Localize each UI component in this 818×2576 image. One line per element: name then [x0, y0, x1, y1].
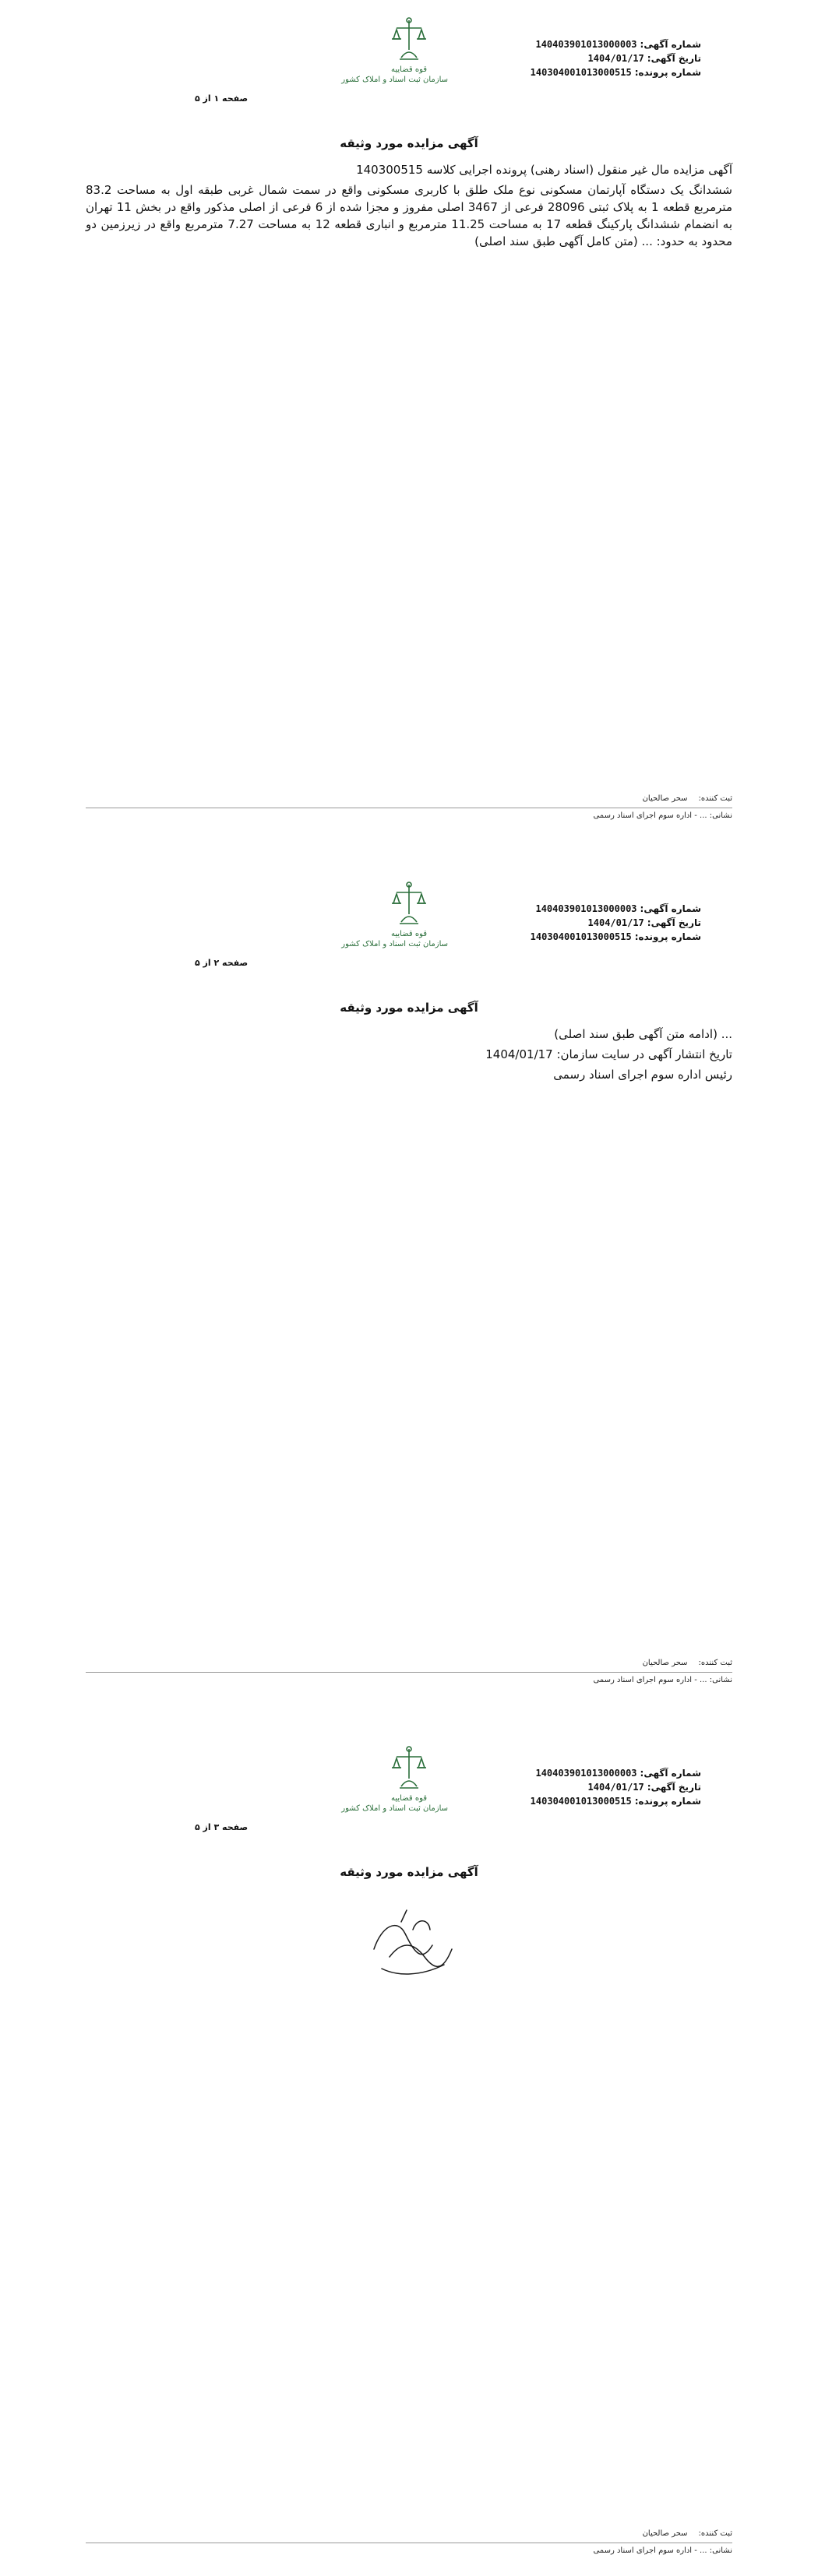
date-label: تاریخ آگهی: — [647, 917, 701, 928]
page-header — [86, 1729, 732, 1857]
registrar-name: سحر صالحیان — [642, 1659, 688, 1667]
registrar-name: سحر صالحیان — [642, 2529, 688, 2538]
document-page-3 — [0, 1729, 818, 2576]
emblem-caption: قوه قضاییه — [390, 65, 428, 74]
case-no: 140304001013000515 — [530, 931, 632, 942]
body-paragraph: ششدانگ یک دستگاه آپارتمان مسکونی نوع ملک طلق با کاربری مسکونی واقع در سمت شمال غربی طبقه اول به مساحت 83.2 مترمربع قطعه 1 به پلاک ثبتی 28096 فرعی از 3467 اصلی مفروز و مجزا شده از 6 فرعی از اصلی مذکور واقع در بخش 11 تهران به انضمام ششدانگ پارکینگ قطعه 17 به مساحت 11.25 مترمربع و انباری قطعه 12 به مساحت 7.27 مترمربع واقع در زیرزمین دو محدود به حدود: ... (متن کامل آگهی طبق سند اصلی) — [86, 183, 733, 248]
registrar-label: ثبت کننده: — [698, 1659, 732, 1667]
document-title: آگهی مزایده مورد وثیقه — [340, 1001, 478, 1015]
registrar-label: ثبت کننده: — [698, 2529, 732, 2538]
emblem-org: سازمان ثبت اسناد و املاک کشور — [341, 940, 448, 948]
emblem-caption: قوه قضاییه — [390, 930, 428, 938]
case-label: شماره پرونده: — [634, 67, 701, 78]
emblem-caption: قوه قضاییه — [390, 1794, 428, 1803]
notice-meta — [506, 37, 701, 79]
document-page-2 — [0, 864, 818, 1705]
notice-date: 1404/01/17 — [587, 1782, 644, 1793]
document-body — [86, 1026, 732, 1083]
judiciary-emblem — [341, 16, 448, 84]
page-header — [86, 0, 732, 128]
page-footer — [86, 794, 732, 841]
notice-no-label: شماره آگهی: — [640, 1768, 701, 1779]
notice-date: 1404/01/17 — [587, 53, 644, 64]
emblem-org: سازمان ثبت اسناد و املاک کشور — [341, 76, 448, 84]
document-body — [86, 161, 732, 250]
notice-no-label: شماره آگهی: — [640, 903, 701, 914]
case-label: شماره پرونده: — [634, 931, 701, 942]
notice-no-label: شماره آگهی: — [640, 39, 701, 50]
case-label: شماره پرونده: — [634, 1796, 701, 1807]
emblem-org: سازمان ثبت اسناد و املاک کشور — [341, 1804, 448, 1813]
footer-address: نشانی: ... - اداره سوم اجرای اسناد رسمی — [593, 1676, 732, 1684]
notice-meta — [506, 1766, 701, 1808]
document-title: آگهی مزایده مورد وثیقه — [340, 1865, 478, 1879]
signature-icon — [358, 1902, 460, 1988]
body-paragraph: تاریخ انتشار آگهی در سایت سازمان: 1404/01/17 — [485, 1047, 732, 1061]
page-footer — [86, 2529, 732, 2576]
judiciary-emblem — [341, 1744, 448, 1813]
emblem-icon — [390, 16, 428, 64]
page-footer — [86, 1659, 732, 1705]
page-header — [86, 864, 732, 993]
notice-no: 140403901013000003 — [535, 39, 637, 50]
notice-date: 1404/01/17 — [587, 917, 644, 928]
document-page-1 — [0, 0, 818, 841]
case-no: 140304001013000515 — [530, 67, 632, 78]
body-paragraph: آگهی مزایده مال غیر منقول (اسناد رهنی) پرونده اجرایی کلاسه 140300515 — [356, 163, 732, 177]
body-paragraph: ... (ادامه متن آگهی طبق سند اصلی) — [554, 1027, 732, 1041]
footer-address: نشانی: ... - اداره سوم اجرای اسناد رسمی — [593, 2546, 732, 2555]
notice-no: 140403901013000003 — [535, 1768, 637, 1779]
emblem-icon — [390, 880, 428, 928]
case-no: 140304001013000515 — [530, 1796, 632, 1807]
page-number: صفحه ۳ از ۵ — [195, 1822, 249, 1832]
judiciary-emblem — [341, 880, 448, 948]
notice-no: 140403901013000003 — [535, 903, 637, 914]
page-number: صفحه ۲ از ۵ — [195, 958, 249, 968]
emblem-icon — [390, 1744, 428, 1793]
date-label: تاریخ آگهی: — [647, 53, 701, 64]
date-label: تاریخ آگهی: — [647, 1782, 701, 1793]
footer-address: نشانی: ... - اداره سوم اجرای اسناد رسمی — [593, 811, 732, 820]
registrar-label: ثبت کننده: — [698, 794, 732, 803]
footer-divider — [86, 1672, 732, 1673]
page-number: صفحه ۱ از ۵ — [195, 93, 249, 104]
document-title: آگهی مزایده مورد وثیقه — [340, 136, 478, 150]
notice-meta — [506, 902, 701, 944]
registrar-name: سحر صالحیان — [642, 794, 688, 803]
body-paragraph: رئیس اداره سوم اجرای اسناد رسمی — [553, 1068, 732, 1082]
